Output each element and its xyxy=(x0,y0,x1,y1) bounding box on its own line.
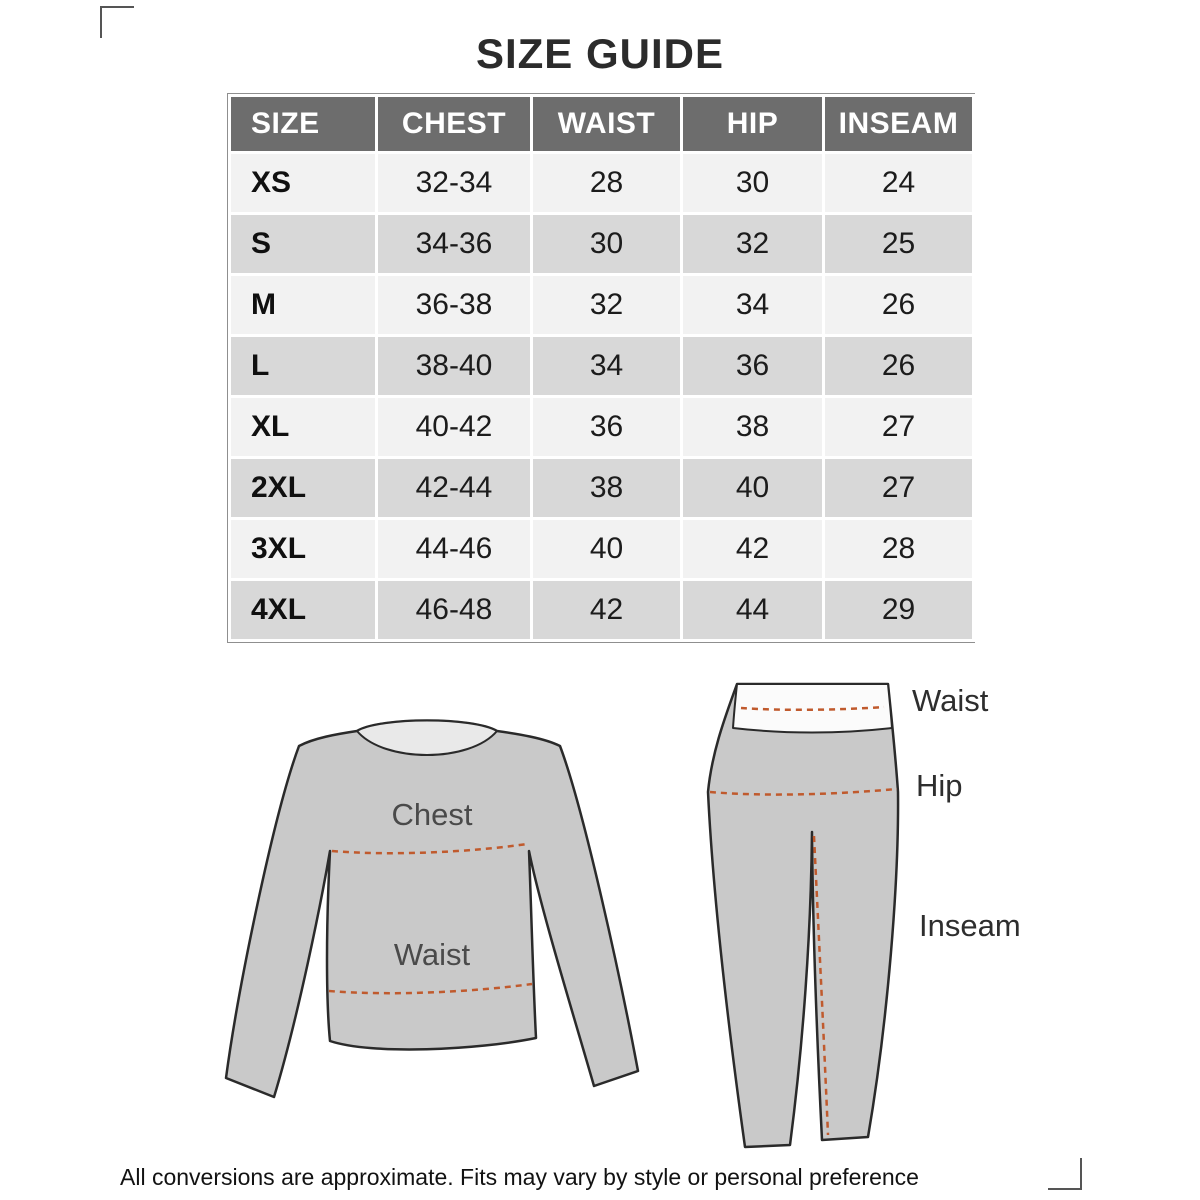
chest-cell: 38-40 xyxy=(377,336,532,397)
shirt-outline xyxy=(226,721,638,1098)
size-cell: 4XL xyxy=(230,580,377,641)
size-guide-table xyxy=(227,93,975,643)
leggings-hip-label: Hip xyxy=(916,768,963,803)
chest-cell: 42-44 xyxy=(377,458,532,519)
table-row xyxy=(230,275,974,336)
inseam-cell: 24 xyxy=(824,153,974,214)
header-cell-inseam: INSEAM xyxy=(824,96,974,153)
chest-cell: 44-46 xyxy=(377,519,532,580)
table-row xyxy=(230,458,974,519)
hip-cell: 34 xyxy=(682,275,824,336)
header-cell-hip: HIP xyxy=(682,96,824,153)
inseam-cell: 28 xyxy=(824,519,974,580)
size-cell: 2XL xyxy=(230,458,377,519)
table-row xyxy=(230,397,974,458)
table-row xyxy=(230,580,974,641)
hip-cell: 42 xyxy=(682,519,824,580)
inseam-cell: 29 xyxy=(824,580,974,641)
waist-cell: 40 xyxy=(532,519,682,580)
waist-cell: 38 xyxy=(532,458,682,519)
hip-cell: 36 xyxy=(682,336,824,397)
inseam-cell: 26 xyxy=(824,336,974,397)
measurement-diagrams xyxy=(0,680,1200,1180)
waist-cell: 32 xyxy=(532,275,682,336)
shirt-illustration xyxy=(222,688,652,1103)
waist-cell: 36 xyxy=(532,397,682,458)
table-row xyxy=(230,153,974,214)
chest-cell: 46-48 xyxy=(377,580,532,641)
chest-cell: 32-34 xyxy=(377,153,532,214)
inseam-cell: 25 xyxy=(824,214,974,275)
size-cell: XS xyxy=(230,153,377,214)
table-row xyxy=(230,336,974,397)
hip-cell: 44 xyxy=(682,580,824,641)
hip-cell: 30 xyxy=(682,153,824,214)
size-cell: M xyxy=(230,275,377,336)
leggings-inseam-label: Inseam xyxy=(919,908,1021,943)
leggings-waist-label: Waist xyxy=(912,683,989,718)
table-row xyxy=(230,519,974,580)
size-cell: S xyxy=(230,214,377,275)
size-cell: 3XL xyxy=(230,519,377,580)
size-cell: L xyxy=(230,336,377,397)
chest-cell: 34-36 xyxy=(377,214,532,275)
hip-cell: 38 xyxy=(682,397,824,458)
hip-cell: 40 xyxy=(682,458,824,519)
inseam-cell: 26 xyxy=(824,275,974,336)
chest-cell: 36-38 xyxy=(377,275,532,336)
hip-cell: 32 xyxy=(682,214,824,275)
size-cell: XL xyxy=(230,397,377,458)
waist-cell: 28 xyxy=(532,153,682,214)
table-row xyxy=(230,214,974,275)
inseam-cell: 27 xyxy=(824,397,974,458)
chest-cell: 40-42 xyxy=(377,397,532,458)
waist-cell: 42 xyxy=(532,580,682,641)
page-title: SIZE GUIDE xyxy=(475,30,725,77)
inseam-cell: 27 xyxy=(824,458,974,519)
table-header-row xyxy=(230,96,974,153)
footer-note: All conversions are approximate. Fits may vary by style or personal preference xyxy=(120,1164,919,1190)
leggings-outline xyxy=(708,684,898,1147)
shirt-waist-label: Waist xyxy=(393,937,471,972)
waist-cell: 30 xyxy=(532,214,682,275)
header-cell-waist: WAIST xyxy=(532,96,682,153)
header-cell-chest: CHEST xyxy=(377,96,532,153)
leggings-illustration xyxy=(700,680,1030,1152)
header-cell-size: SIZE xyxy=(230,96,377,153)
shirt-chest-label: Chest xyxy=(391,797,473,832)
waist-cell: 34 xyxy=(532,336,682,397)
